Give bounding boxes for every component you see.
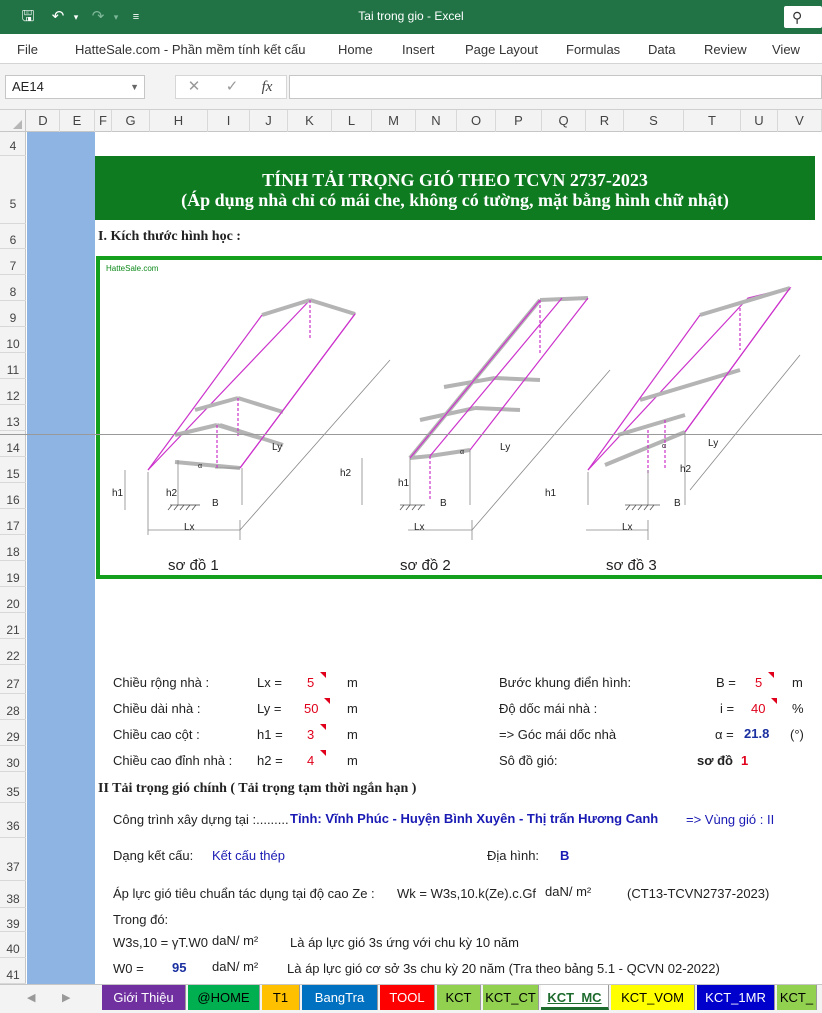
column-header[interactable]: S — [624, 110, 684, 132]
scheme-symbol: sơ đồ — [697, 753, 733, 768]
sheet-tabs-bar — [0, 984, 822, 1013]
row-header[interactable]: 19 — [0, 561, 26, 587]
window-title: Tai trong gio - Excel — [358, 9, 464, 23]
label-b: B — [674, 498, 681, 509]
bay-value[interactable]: 5 — [755, 675, 763, 690]
support-hatches — [168, 505, 660, 510]
row-header[interactable]: 5 — [0, 156, 26, 224]
terrain-label: Địa hình: — [487, 848, 540, 863]
column-height-label: Chiều cao cột : — [113, 727, 200, 742]
width-value[interactable]: 5 — [307, 675, 315, 690]
section-wind-load-heading: II Tải trọng gió chính ( Tải trọng tạm thời ngắn hạn ) — [98, 781, 417, 796]
w0-symbol: W0 = — [113, 961, 144, 976]
label-alpha: α — [662, 443, 667, 450]
slope-symbol: i = — [720, 701, 735, 716]
tab-file[interactable]: File — [17, 42, 38, 57]
formula-bar — [0, 64, 822, 110]
row-header[interactable]: 18 — [0, 535, 26, 561]
tab-home[interactable]: Home — [338, 42, 373, 57]
width-label: Chiều rộng nhà : — [113, 675, 210, 690]
w3s-symbol: W3s,10 = γT.W0 — [113, 935, 208, 950]
label-ly: Ly — [272, 442, 283, 453]
row-header[interactable]: 8 — [0, 275, 26, 301]
undo-icon[interactable]: ↶ — [51, 8, 65, 25]
label-h2: h2 — [340, 468, 352, 479]
structure-type-label: Dạng kết cấu: — [113, 848, 194, 863]
column-header[interactable]: T — [684, 110, 741, 132]
column-header[interactable]: G — [112, 110, 150, 132]
pressure-reference: (CT13-TCVN2737-2023) — [627, 886, 770, 901]
column-header[interactable]: F — [95, 110, 112, 132]
label-h2: h2 — [166, 488, 178, 499]
angle-value: 21.8 — [744, 726, 770, 741]
column-header[interactable]: V — [778, 110, 822, 132]
column-header[interactable]: N — [416, 110, 457, 132]
location-value[interactable]: Tỉnh: Vĩnh Phúc - Huyện Bình Xuyên - Thị trấn Hương Canh — [290, 811, 659, 826]
caption-scheme-2: sơ đồ 2 — [400, 557, 451, 574]
label-alpha: α — [460, 449, 465, 456]
column-header[interactable]: H — [150, 110, 208, 132]
row-header[interactable]: 27 — [0, 665, 26, 694]
label-h1: h1 — [545, 488, 557, 499]
column-height-value[interactable]: 3 — [307, 727, 315, 742]
pressure-unit: daN/ m² — [545, 884, 592, 899]
row-header[interactable]: 36 — [0, 803, 26, 838]
row-header[interactable]: 21 — [0, 613, 26, 639]
name-box-value: AE14 — [12, 79, 44, 94]
row-header[interactable]: 13 — [0, 405, 26, 431]
structure-type-value[interactable]: Kết cấu thép — [212, 848, 285, 863]
column-header[interactable]: Q — [542, 110, 586, 132]
tab-view[interactable]: View — [772, 42, 800, 57]
row-header[interactable]: 14 — [0, 431, 26, 457]
ribbon-tabs — [0, 34, 822, 64]
row-header[interactable]: 11 — [0, 353, 26, 379]
section-geometry-heading: I. Kích thước hình học : — [98, 229, 241, 244]
row-header[interactable]: 28 — [0, 694, 26, 720]
sheet-tab-bangtra[interactable]: BangTra — [302, 985, 378, 1010]
bay-symbol: B = — [716, 675, 736, 690]
save-icon[interactable]: 🖫 — [21, 8, 35, 25]
bay-label: Bước khung điển hình: — [499, 675, 632, 690]
length-symbol: Ly = — [257, 701, 282, 716]
row-header[interactable]: 30 — [0, 746, 26, 772]
search-box[interactable] — [784, 6, 822, 28]
ridge-height-value[interactable]: 4 — [307, 753, 315, 768]
title-bar — [0, 0, 822, 34]
w0-description: Là áp lực gió cơ sở 3s chu kỳ 20 năm (Tra theo bảng 5.1 - QCVN 02-2022) — [287, 961, 720, 976]
label-h1: h1 — [398, 478, 410, 489]
tab-page-layout[interactable]: Page Layout — [465, 42, 539, 57]
row-header[interactable]: 15 — [0, 457, 26, 483]
row-header[interactable]: 22 — [0, 639, 26, 665]
row-header[interactable]: 38 — [0, 881, 26, 908]
column-header[interactable]: U — [741, 110, 778, 132]
w0-value[interactable]: 95 — [172, 960, 187, 975]
sheet-tab-t1[interactable]: T1 — [262, 985, 300, 1010]
scroll-tabs-left-icon[interactable]: ◀ — [27, 992, 36, 1004]
sheet-tab--home[interactable]: @HOME — [188, 985, 260, 1010]
formula-input[interactable] — [289, 75, 822, 99]
column-headers — [0, 110, 822, 132]
w3s-unit: daN/ m² — [212, 933, 259, 948]
length-value[interactable]: 50 — [304, 701, 319, 716]
tab-formulas[interactable]: Formulas — [566, 42, 621, 57]
sheet-title-banner — [95, 156, 815, 220]
slope-label: Độ dốc mái nhà : — [499, 701, 598, 716]
w3s-description: Là áp lực gió 3s ứng với chu kỳ 10 năm — [290, 935, 519, 950]
insert-function-icon[interactable]: fx — [261, 79, 273, 95]
length-label: Chiều dài nhà : — [113, 701, 201, 716]
angle-symbol: α = — [715, 727, 734, 742]
width-symbol: Lx = — [257, 675, 282, 690]
column-header[interactable]: L — [332, 110, 372, 132]
sheet-tab-gi-i-thi-u[interactable]: Giới Thiệu — [102, 985, 186, 1010]
slope-value[interactable]: 40 — [751, 701, 766, 716]
row-header[interactable]: 41 — [0, 958, 26, 984]
row-header[interactable]: 4 — [0, 132, 26, 156]
label-lx: Lx — [622, 522, 633, 533]
sheet-tab-kct-mc[interactable]: KCT_MC — [541, 985, 609, 1010]
diagram-watermark: HatteSale.com — [106, 264, 159, 273]
row-header[interactable]: 16 — [0, 483, 26, 509]
column-height-unit: m — [347, 727, 358, 742]
slope-unit: % — [792, 701, 804, 716]
column-header[interactable]: M — [372, 110, 416, 132]
label-ly: Ly — [708, 438, 719, 449]
row-header[interactable]: 29 — [0, 720, 26, 746]
sheet-tab-kct-vom[interactable]: KCT_VOM — [611, 985, 695, 1010]
tab-review[interactable]: Review — [704, 42, 747, 57]
scheme-label: Sô đồ gió: — [499, 753, 558, 768]
ridge-height-unit: m — [347, 753, 358, 768]
row-header[interactable]: 37 — [0, 838, 26, 881]
caption-scheme-1: sơ đồ 1 — [168, 557, 219, 574]
row-header[interactable]: 40 — [0, 932, 26, 958]
diagram-drawing — [100, 260, 822, 575]
label-h1: h1 — [112, 488, 124, 499]
row-header[interactable]: 20 — [0, 587, 26, 613]
redo-icon[interactable]: ↷ — [91, 8, 105, 25]
structure-diagram — [96, 256, 822, 579]
ridge-height-label: Chiều cao đỉnh nhà : — [113, 753, 233, 768]
row-header[interactable]: 35 — [0, 772, 26, 803]
where-label: Trong đó: — [113, 912, 169, 927]
chevron-down-icon[interactable]: ▼ — [130, 82, 139, 92]
sheet-tab-kct[interactable]: KCT — [437, 985, 481, 1010]
w0-unit: daN/ m² — [212, 959, 259, 974]
column-header[interactable]: K — [288, 110, 332, 132]
row-header[interactable]: 39 — [0, 908, 26, 932]
row-header[interactable]: 9 — [0, 301, 26, 327]
column-height-symbol: h1 = — [257, 727, 283, 742]
label-h2: h2 — [680, 464, 692, 475]
redo-dropdown-icon[interactable]: ▾ — [113, 12, 119, 22]
terrain-value[interactable]: B — [560, 848, 570, 863]
row-header[interactable]: 10 — [0, 327, 26, 353]
column-header[interactable]: O — [457, 110, 496, 132]
customize-toolbar-icon[interactable]: ≡ — [132, 11, 140, 23]
scroll-tabs-right-icon[interactable]: ▶ — [62, 992, 71, 1004]
pressure-formula: Wk = W3s,10.k(Ze).c.Gf — [397, 886, 537, 901]
label-ly: Ly — [500, 442, 511, 453]
column-header[interactable]: J — [250, 110, 288, 132]
wind-zone: => Vùng gió : II — [686, 812, 775, 827]
column-header[interactable]: I — [208, 110, 250, 132]
pressure-label: Áp lực gió tiêu chuẩn tác dụng tại độ cao Ze : — [113, 886, 375, 901]
label-lx: Lx — [414, 522, 425, 533]
angle-label: => Góc mái dốc nhà — [499, 727, 617, 742]
tab-data[interactable]: Data — [648, 42, 676, 57]
freeze-pane-line — [0, 434, 822, 435]
width-unit: m — [347, 675, 358, 690]
row-header[interactable]: 6 — [0, 224, 26, 249]
sheet-tab-tool[interactable]: TOOL — [380, 985, 435, 1010]
column-header[interactable]: R — [586, 110, 624, 132]
row-header[interactable]: 7 — [0, 249, 26, 275]
bay-unit: m — [792, 675, 803, 690]
caption-scheme-3: sơ đồ 3 — [606, 557, 657, 574]
tab-insert[interactable]: Insert — [402, 42, 435, 57]
angle-unit: (°) — [790, 727, 804, 742]
location-label: Công trình xây dựng tại :......... — [113, 812, 289, 827]
worksheet-grid[interactable] — [27, 132, 822, 984]
scheme-3-frame — [586, 288, 800, 540]
sheet-tab-kct-ct[interactable]: KCT_CT — [483, 985, 539, 1010]
column-header[interactable]: D — [27, 110, 60, 132]
tab-hattesale[interactable]: HatteSale.com - Phần mềm tính kết cấu — [75, 42, 306, 57]
ridge-height-symbol: h2 = — [257, 753, 283, 768]
length-unit: m — [347, 701, 358, 716]
undo-dropdown-icon[interactable]: ▾ — [73, 12, 79, 22]
sheet-tab-kct-1mr[interactable]: KCT_1MR — [697, 985, 775, 1010]
name-box[interactable] — [5, 75, 145, 99]
scheme-2-frame — [362, 298, 610, 540]
label-b: B — [212, 498, 219, 509]
cancel-icon[interactable]: ✕ — [187, 78, 201, 95]
column-header[interactable]: P — [496, 110, 542, 132]
scheme-1-frame — [125, 300, 390, 540]
column-header[interactable]: E — [60, 110, 95, 132]
label-alpha: α — [198, 463, 203, 470]
sheet-tab-kct-[interactable]: KCT_ — [777, 985, 817, 1010]
row-header[interactable]: 12 — [0, 379, 26, 405]
sheet-subtitle: (Áp dụng nhà chỉ có mái che, không có tường, mặt bằng hình chữ nhật) — [181, 190, 729, 210]
enter-icon[interactable]: ✓ — [225, 78, 239, 95]
label-lx: Lx — [184, 522, 195, 533]
label-b: B — [440, 498, 447, 509]
search-icon: ⚲ — [792, 9, 803, 25]
row-header[interactable]: 17 — [0, 509, 26, 535]
sheet-title: TÍNH TẢI TRỌNG GIÓ THEO TCVN 2737-2023 — [262, 170, 648, 190]
scheme-value[interactable]: 1 — [741, 753, 749, 768]
row-headers — [0, 132, 26, 984]
select-all-button[interactable] — [0, 110, 26, 132]
